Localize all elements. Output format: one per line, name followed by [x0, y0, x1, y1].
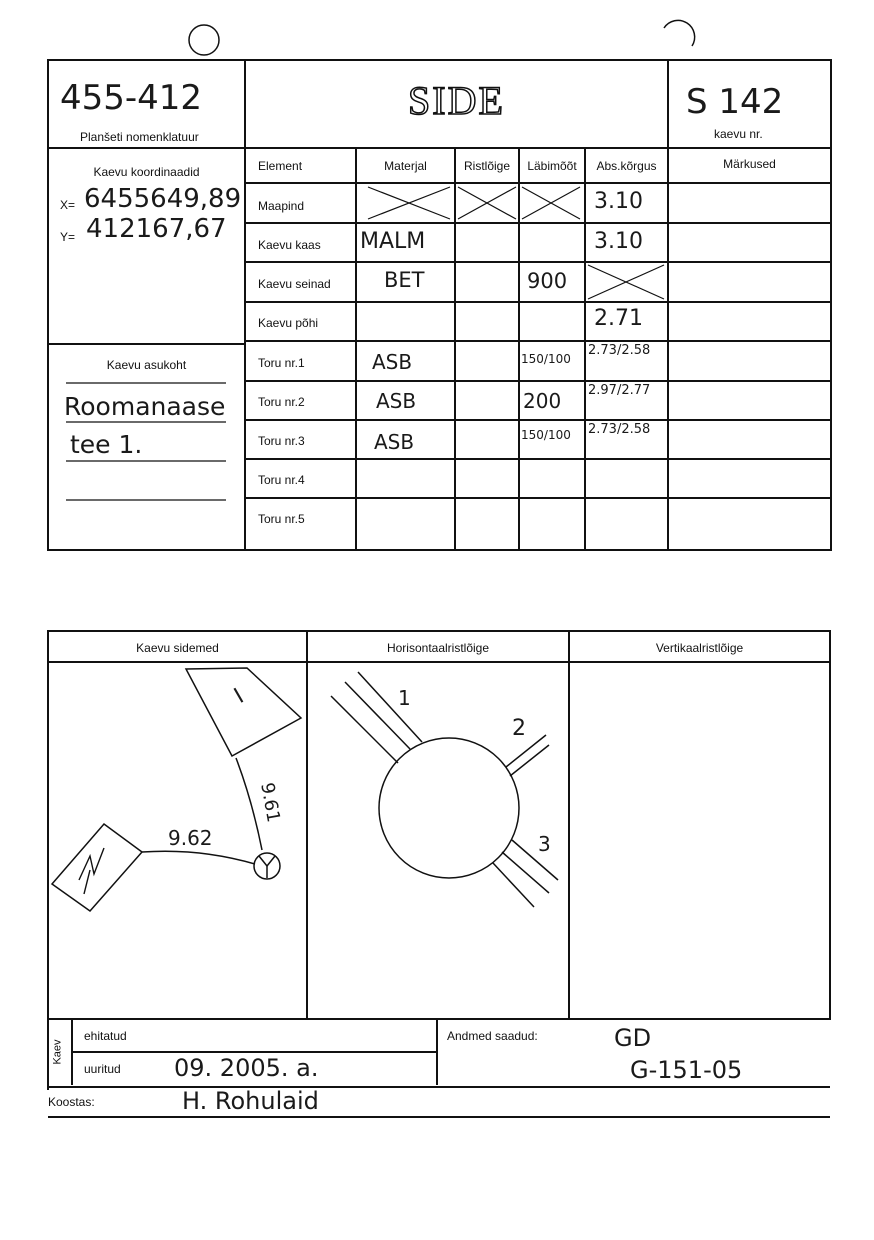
binder-hole-right: [664, 20, 695, 46]
sheet-number-label: Planšeti nomenklatuur: [80, 130, 199, 144]
surveyed-label: uuritud: [84, 1062, 121, 1076]
height-value: 3.10: [594, 229, 643, 254]
well-label: Kaev: [51, 1039, 64, 1065]
data-received-code: GD: [614, 1024, 652, 1052]
sheet-number: 455-412: [60, 78, 203, 118]
row-label: Toru nr.1: [258, 356, 305, 370]
y-coordinate: 412167,67: [86, 214, 227, 244]
distance-label: 9.62: [168, 826, 213, 850]
diameter-value: 200: [523, 389, 562, 413]
header-cross-section: Ristlõige: [463, 159, 511, 173]
surveyed-date: 09. 2005. a.: [174, 1054, 319, 1082]
height-value: 2.71: [594, 306, 643, 331]
height-value: 3.10: [594, 189, 643, 214]
y-prefix: Y=: [60, 230, 76, 244]
form-title: SIDE: [408, 78, 505, 123]
compiled-by-name: H. Rohulaid: [182, 1087, 319, 1115]
material-value: ASB: [376, 389, 417, 413]
x-prefix: X=: [60, 198, 76, 212]
header-abs-height: Abs.kõrgus: [596, 159, 657, 173]
row-label: Kaevu seinad: [258, 277, 331, 291]
row-label: Kaevu põhi: [258, 316, 319, 330]
data-received-label: Andmed saadud:: [447, 1029, 538, 1043]
row-label: Toru nr.4: [258, 473, 305, 487]
binder-hole-left: [189, 25, 219, 55]
header-material: Materjal: [384, 159, 427, 173]
row-label: Maapind: [258, 199, 305, 213]
diameter-value: 150/100: [521, 352, 571, 366]
diameter-value: 150/100: [521, 428, 571, 442]
well-number-label: kaevu nr.: [714, 127, 763, 141]
col-header-connections: Kaevu sidemed: [136, 641, 219, 655]
pipe-label-1: 1: [398, 686, 411, 710]
lower-form-border: [48, 631, 830, 1019]
height-value: 2.73/2.58: [588, 422, 651, 437]
location-line2: tee 1.: [70, 430, 143, 459]
building-label: I: [230, 684, 249, 709]
height-value: 2.73/2.58: [588, 343, 651, 358]
horizontal-section-sketch: [331, 672, 558, 907]
built-label: ehitatud: [84, 1029, 127, 1043]
col-header-horizontal: Horisontaalristlõige: [386, 641, 490, 655]
pipe-label-2: 2: [512, 716, 526, 741]
material-value: ASB: [374, 430, 415, 454]
well-circle: [379, 738, 519, 878]
row-label: Toru nr.5: [258, 512, 305, 526]
header-diameter: Läbimõõt: [527, 159, 577, 173]
building-shape: [186, 668, 301, 756]
x-coordinate: 6455649,89: [84, 184, 242, 214]
header-element: Element: [258, 159, 303, 173]
header-notes: Märkused: [723, 157, 776, 171]
material-value: MALM: [360, 229, 426, 254]
material-value: BET: [384, 268, 425, 292]
well-number: S 142: [686, 82, 784, 122]
diameter-value: 900: [527, 269, 568, 293]
coordinates-label: Kaevu koordinaadid: [93, 165, 200, 179]
compiled-by-label: Koostas:: [48, 1095, 95, 1109]
pipe-label-3: 3: [538, 832, 551, 856]
row-label: Toru nr.2: [258, 395, 305, 409]
location-label: Kaevu asukoht: [106, 358, 187, 372]
distance-label: 9.61: [256, 780, 284, 825]
location-line1: Roomanaase: [64, 392, 226, 421]
row-label: Toru nr.3: [258, 434, 305, 448]
height-value: 2.97/2.77: [588, 383, 651, 398]
row-label: Kaevu kaas: [258, 238, 321, 252]
material-value: ASB: [372, 350, 413, 374]
data-received-ref: G-151-05: [630, 1056, 743, 1084]
col-header-vertical: Vertikaalristlõige: [655, 641, 744, 655]
